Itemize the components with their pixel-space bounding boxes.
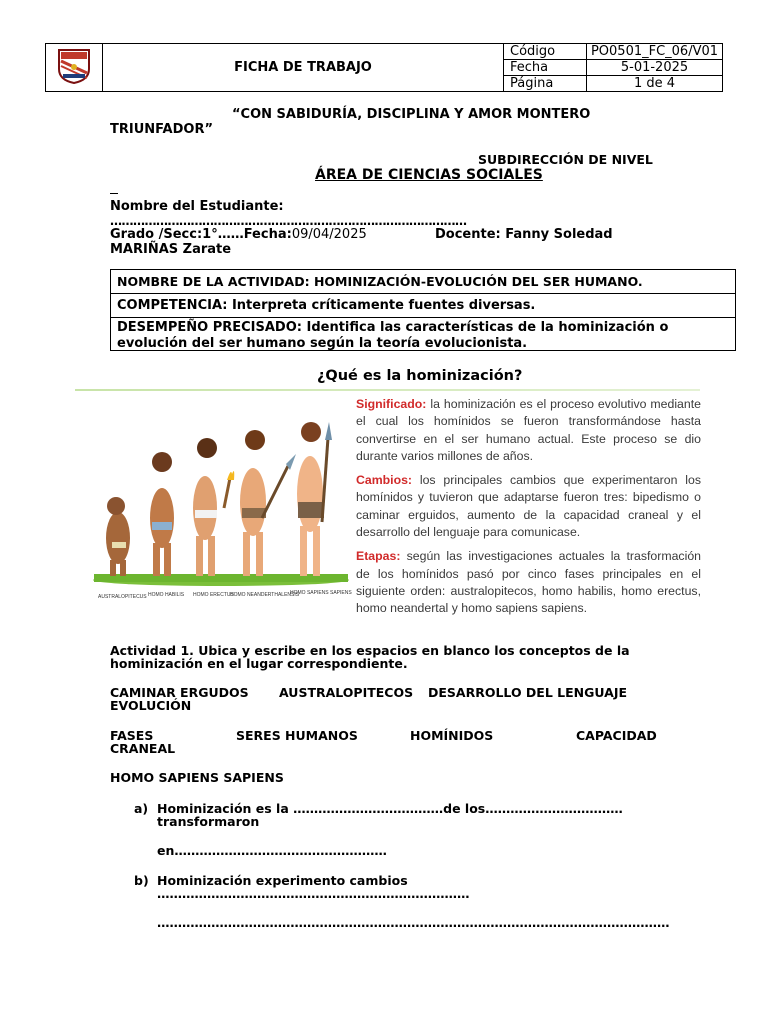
area-title: ÁREA DE CIENCIAS SOCIALES xyxy=(315,167,543,183)
etapas-label: Etapas: xyxy=(356,549,401,564)
question-a-line1[interactable]: Hominización es la ………………………………de los…………………………… xyxy=(157,801,623,816)
word-fases: FASES xyxy=(110,728,154,743)
australopithecus-figure xyxy=(106,497,130,576)
question-b-letter: b) xyxy=(134,873,149,888)
label-erectus: HOMO ERECTUS xyxy=(193,592,234,598)
significado-paragraph xyxy=(356,396,701,465)
school-logo-cell xyxy=(46,44,103,92)
label-habilis: HOMO HABILIS xyxy=(148,592,185,598)
subdireccion: SUBDIRECCIÓN DE NIVEL xyxy=(478,152,653,167)
word-australopitecos: AUSTRALOPITECOS xyxy=(279,685,414,700)
word-craneal: CRANEAL xyxy=(110,741,176,756)
significado-label: Significado: xyxy=(356,397,427,411)
question-b-line3[interactable]: …………………………………………………………………………………………………………… xyxy=(157,915,670,930)
student-name-label: Nombre del Estudiante: xyxy=(110,199,284,214)
question-b-line1: Hominización experimento cambios xyxy=(157,873,408,888)
label-sapiens: HOMO SAPIENS SAPIENS xyxy=(290,590,352,596)
desempeno-box: DESEMPEÑO PRECISADO: Identifica las características de la hominización o evolución del ser humano según la teoría evolucionista. xyxy=(110,317,736,351)
cambios-paragraph xyxy=(356,472,701,541)
word-desarrollo: DESARROLLO DEL LENGUAJE xyxy=(428,685,628,700)
etapas-text: según las investigaciones actuales la trasformación de los homínidos pasó por cinco fases principales en el siguiente orden: australopitecos, homo habilis, homo erectus, homo neandertal y homo sapiens sapiens. xyxy=(356,549,701,616)
docente-cont: MARIÑAS Zarate xyxy=(110,242,232,257)
motto-line-1: “CON SABIDURÍA, DISCIPLINA Y AMOR MONTERO xyxy=(232,107,591,122)
activity1-line1: Actividad 1. Ubica y escribe en los espacios en blanco los conceptos de la xyxy=(110,643,630,658)
header-value-fecha: 5-01-2025 xyxy=(587,60,723,76)
activity1-line2: hominización en el lugar correspondiente. xyxy=(110,656,408,671)
grado-label: Grado /Secc:1°……Fecha: xyxy=(110,227,292,242)
significado-text: la hominización es el proceso evolutivo mediante el cual los homínidos se fueron transformándose hasta convertirse en el ser humano actual. Este proceso se dio durante varios millones de años. xyxy=(356,397,701,463)
word-seres-humanos: SERES HUMANOS xyxy=(236,728,358,743)
homo-sapiens-figure xyxy=(297,422,332,576)
grado-fecha-line xyxy=(110,227,367,242)
question-b-line2[interactable]: ………………………………………………………………… xyxy=(157,886,470,901)
label-neanderthal: HOMO NEANDERTHALENSIS xyxy=(230,592,300,598)
competencia-box: COMPETENCIA: Interpreta críticamente fuentes diversas. xyxy=(110,293,736,318)
evolution-illustration xyxy=(90,398,352,610)
word-hominidos: HOMÍNIDOS xyxy=(410,728,494,743)
cambios-label: Cambios: xyxy=(356,473,413,488)
header-key-codigo: Código xyxy=(504,44,587,60)
hominization-info xyxy=(356,396,701,625)
header-value-codigo: PO0501_FC_06/V01 xyxy=(587,44,723,60)
word-capacidad: CAPACIDAD xyxy=(576,728,657,743)
header-key-pagina: Página xyxy=(504,76,587,92)
school-crest-icon xyxy=(55,47,93,85)
etapas-paragraph xyxy=(356,548,701,617)
top-green-line xyxy=(75,389,700,391)
question-a-letter: a) xyxy=(134,801,149,816)
fecha-value: 09/04/2025 xyxy=(291,227,367,242)
header-table xyxy=(45,43,723,92)
question-a-line2: transformaron xyxy=(157,814,260,829)
document-title: FICHA DE TRABAJO xyxy=(103,44,504,92)
header-key-fecha: Fecha xyxy=(504,60,587,76)
homo-neanderthal-figure xyxy=(240,430,296,576)
word-caminar: CAMINAR ERGUDOS xyxy=(110,685,249,700)
student-name-dots: ………………………………………………………………………………… xyxy=(110,214,467,228)
activity-name-box: NOMBRE DE LA ACTIVIDAD: HOMINIZACIÓN-EVOLUCIÓN DEL SER HUMANO. xyxy=(110,269,736,294)
question-title: ¿Qué es la hominización? xyxy=(317,368,523,384)
motto-line-2: TRIUNFADOR” xyxy=(110,122,213,137)
homo-erectus-figure xyxy=(193,438,234,576)
question-a-line3[interactable]: en…………………………………………… xyxy=(157,843,387,858)
header-value-pagina: 1 de 4 xyxy=(587,76,723,92)
cambios-text: los principales cambios que experimentaron los homínidos y tuvieron que adaptarse fueron tres: bipedismo o caminar erguidos, aumento de la capacidad craneal y el desarrollo del lenguaje para comunicase. xyxy=(356,473,701,540)
docente: Docente: Fanny Soledad xyxy=(435,227,613,242)
word-homo-sapiens: HOMO SAPIENS SAPIENS xyxy=(110,770,284,785)
homo-habilis-figure xyxy=(150,452,174,576)
word-evolucion: EVOLUCIÓN xyxy=(110,698,192,713)
small-underline xyxy=(110,193,118,194)
label-australopitecus: AUSTRALOPITECUS xyxy=(98,594,147,600)
